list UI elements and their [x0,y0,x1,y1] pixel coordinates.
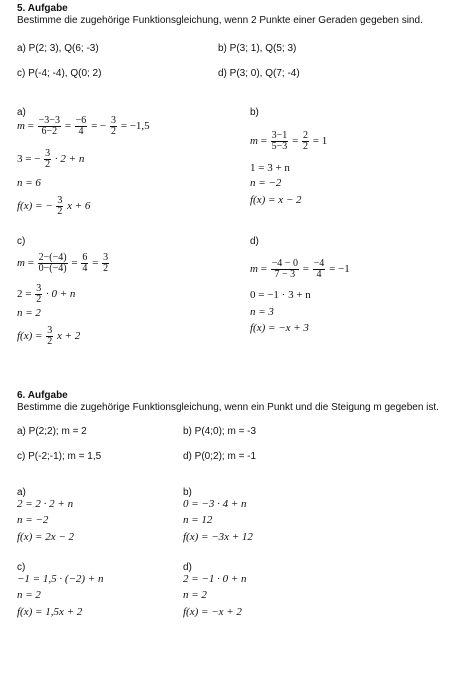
fraction: $\frac{3}{2}$ [57,195,63,217]
fraction: $\frac{6}{4}$ [82,252,88,274]
intercept-result: n = 2 [17,307,41,319]
intercept-equation: 3 = − $\frac{3}{2}$ · 2 + n [17,148,85,170]
intercept-equation: 2 = −1 · 0 + n [183,573,247,585]
task6-title: 6. Aufgabe [17,390,68,401]
intercept-equation: 1 = 3 + n [250,162,290,174]
task6-a-given: a) P(2;2); m = 2 [17,426,87,437]
intercept-equation: 0 = −1 · 3 + n [250,289,311,301]
intercept-equation: 2 = $\frac{3}{2}$ · 0 + n [17,283,76,305]
task6-d-given: d) P(0;2); m = -1 [183,451,257,462]
fraction: $\frac{3-1}{5-3}$ [271,130,288,152]
function-equation: f(x) = $\frac{3}{2}$ x + 2 [17,325,81,347]
intercept-equation: −1 = 1,5 · (−2) + n [17,573,104,585]
intercept-equation: 2 = 2 · 2 + n [17,498,74,510]
task5-a-given: a) P(2; 3), Q(6; -3) [17,43,99,54]
intercept-equation: 0 = −3 · 4 + n [183,498,247,510]
fraction: $\frac{3}{2}$ [36,283,42,305]
fraction: $\frac{-4 - 0}{7 - 3}$ [271,258,298,280]
intercept-result: n = 2 [17,589,41,601]
fraction: $\frac{2-(-4)}{0-(-4)}$ [38,252,67,274]
slope-equation: m = $\frac{-3-3}{6-2}$ = $\frac{-6}{4}$ = − $\frac{3}{2}$ = −1,5 [17,115,150,137]
function-equation: f(x) = 1,5x + 2 [17,606,83,618]
fraction: $\frac{2}{2}$ [303,130,309,152]
solution-label: d) [183,562,192,573]
function-equation: f(x) = −x + 2 [183,606,242,618]
intercept-result: n = −2 [250,177,282,189]
intercept-result: n = 6 [17,177,41,189]
function-equation: f(x) = 2x − 2 [17,531,74,543]
task5-title: 5. Aufgabe [17,3,68,14]
intercept-result: n = −2 [17,514,49,526]
solution-label: a) [17,487,26,498]
slope-equation: m = $\frac{3-1}{5-3}$ = $\frac{2}{2}$ = 1 [250,130,328,152]
function-equation: f(x) = x − 2 [250,194,302,206]
task6-c-given: c) P(-2;-1); m = 1,5 [17,451,102,462]
fraction: $\frac{-6}{4}$ [75,115,87,137]
fraction: $\frac{3}{2}$ [110,115,116,137]
function-equation: f(x) = −x + 3 [250,322,309,334]
solution-label: b) [183,487,192,498]
task6-b-given: b) P(4;0); m = -3 [183,426,257,437]
solution-label: b) [250,107,259,118]
function-equation: f(x) = −3x + 12 [183,531,253,543]
solution-label: d) [250,236,259,247]
function-equation: f(x) = − $\frac{3}{2}$ x + 6 [17,195,91,217]
intercept-result: n = 12 [183,514,213,526]
solution-label: c) [17,562,26,573]
task5-d-given: d) P(3; 0), Q(7; -4) [218,68,300,79]
task5-c-given: c) P(-4; -4), Q(0; 2) [17,68,102,79]
fraction: $\frac{-3-3}{6-2}$ [38,115,60,137]
fraction: $\frac{3}{2}$ [103,252,109,274]
slope-equation: m = $\frac{-4 - 0}{7 - 3}$ = $\frac{-4}{4}$ = −1 [250,258,350,280]
solution-label: a) [17,107,26,118]
fraction: $\frac{3}{2}$ [47,325,53,347]
task5-b-given: b) P(3; 1), Q(5; 3) [218,43,297,54]
fraction: $\frac{-4}{4}$ [313,258,325,280]
fraction: $\frac{3}{2}$ [45,148,51,170]
solution-label: c) [17,236,26,247]
task6-instruction: Bestimme die zugehörige Funktionsgleichung, wenn ein Punkt und die Steigung m gegeben ist. [17,402,439,413]
task5-instruction: Bestimme die zugehörige Funktionsgleichung, wenn 2 Punkte einer Geraden gegeben sind. [17,15,423,26]
intercept-result: n = 2 [183,589,207,601]
intercept-result: n = 3 [250,306,274,318]
slope-equation: m = $\frac{2-(-4)}{0-(-4)}$ = $\frac{6}{4}$ = $\frac{3}{2}$ [17,252,109,274]
